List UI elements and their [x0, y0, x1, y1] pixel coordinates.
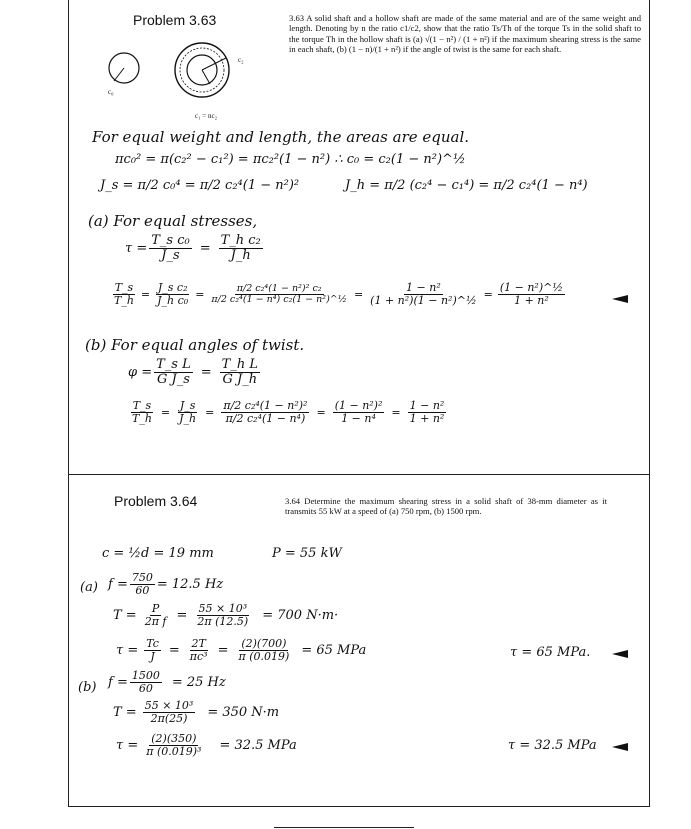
label-c0: c₀ [108, 88, 114, 96]
section-divider [68, 474, 649, 475]
denominator: 60 [138, 682, 153, 696]
problem-3-64-title: Problem 3.64 [114, 493, 198, 509]
torque-fraction [195, 603, 250, 628]
denominator: J_s [161, 248, 180, 264]
ratio-fraction [368, 282, 478, 307]
denominator: 2π f [144, 615, 167, 629]
part-b-heading: (b) For equal angles of twist. [85, 336, 305, 354]
stress-fraction [144, 733, 203, 758]
shear-stress-equation: τ = $\frac{\text{T\_s c₀}}{J\_s}$ = $\frac{\text{T\_h c₂}}{J\_h}$ [125, 233, 261, 264]
denominator: 2π(25) [150, 712, 188, 726]
lhs: T = [113, 608, 137, 624]
frequency-fraction [130, 572, 155, 597]
ratio-fraction [209, 284, 349, 306]
denominator: (1 + n²)(1 − n²)^½ [370, 294, 477, 308]
numerator: T_s c₀ [151, 233, 190, 248]
torque-equation-a: T = $\frac{P}{\text{2π f}}$ = $\frac{\text{55 × 10³}}{2\pi (12.5)}$ = 700 N·m· [113, 602, 339, 629]
area-equation: πc₀² = π(c₂² − c₁²) = πc₂²(1 − n²) ∴ c₀ = c₂(1 − n²)^½ [115, 152, 466, 167]
numerator: J_s [179, 399, 196, 412]
ratio-fraction [112, 282, 136, 307]
polar-moment-hollow-equation: J_h = π/2 (c₂⁴ − c₁⁴) = π/2 c₂⁴(1 − n⁴) [345, 178, 588, 193]
denominator: G J_h [222, 372, 258, 388]
denominator: π/2 c₂⁴(1 − n⁴) [225, 412, 306, 426]
phi-lhs: φ = [128, 365, 153, 381]
power-line: P = 55 kW [272, 546, 342, 561]
answer-b: τ = 32.5 MPa [508, 738, 597, 753]
numerator: (2)(350) [151, 732, 197, 745]
tau-solid-fraction [149, 234, 191, 264]
result: = 32.5 MPa [219, 738, 297, 754]
numerator: J_s c₂ [157, 281, 188, 294]
numerator: T_h c₂ [220, 233, 261, 248]
denominator: 1 + n² [409, 412, 445, 426]
denominator: T_h [132, 412, 152, 426]
denominator: π (0.019) [238, 650, 290, 664]
torque-fraction [143, 700, 196, 725]
label-c2: c₂ [238, 56, 244, 64]
hollow-shaft-figure [175, 43, 229, 97]
problem-3-64-statement: 3.64 Determine the maximum shearing stress in a solid shaft of 38-mm diameter as it transmits 55 kW at a speed of (a) 750 rpm, (b) 1500 rpm. [285, 496, 607, 517]
numerator: 55 × 10³ [198, 602, 248, 615]
torque-fraction [143, 603, 169, 628]
stress-equation-b [116, 733, 297, 758]
polar-moment-solid-equation: J_s = π/2 c₀⁴ = π/2 c₂⁴(1 − n²)² [100, 178, 300, 193]
radius-line: c = ½d = 19 mm [102, 546, 214, 561]
ratio-fraction [130, 400, 154, 425]
torque-ratio-equation-b: $\frac{T\_s}{T\_h}$ = $\frac{J\_s}{J\_h}$ = $\frac{\text{π/2 c₂⁴(1 − n²)²}}{\text{π/2 c₂⁴(1 − n⁴)}}$ = $\frac{\text{(1 − n²)²}}{\text{1 − n⁴}}$ = $\frac{\text{1 − n²}}{\text{1 + n²}}$ [132, 399, 445, 426]
numerator: (2)(700) [241, 637, 287, 650]
phi-solid-fraction [154, 358, 193, 388]
numerator: P [151, 602, 160, 615]
torque-ratio-equation-a: $\frac{T\_s}{T\_h}$ = $\frac{\text{J\_s c₂}}{\text{J\_h c₀}}$ = $\frac{\text{π/2 c₂⁴(1 − n²)² c₂}}{\text{π/2 c₂⁴(1 − n⁴) c₂(1 − n²)\textasciicircum{}½}}$ = $\frac{\text{1 − n²}}{\text{(1 + n²)(1 − n²)\textasciicircum{}½}}$ = $\frac{\text{(1 − n²)\textasciicircum{}½}}{\text{1 + n²}}$ [114, 281, 564, 308]
denominator: 1 + n² [514, 294, 549, 308]
lhs: T = [113, 705, 137, 721]
ratio-fraction [221, 400, 309, 425]
stress-fraction [237, 638, 292, 663]
denominator: 2π (12.5) [197, 615, 249, 629]
torque-equation-b [113, 700, 279, 725]
denominator: T_h [114, 294, 134, 308]
result: = 12.5 Hz [156, 577, 224, 593]
stress-fraction [188, 638, 210, 663]
numerator: 1 − n² [406, 281, 441, 294]
numerator: π/2 c₂⁴(1 − n²)² [223, 399, 308, 412]
numerator: T_s [132, 399, 152, 412]
denominator: J_h [179, 412, 197, 426]
numerator: (1 − n²)² [334, 399, 383, 412]
ratio-result-fraction [408, 400, 447, 425]
stress-equation-a: τ = $\frac{Tc}{J}$ = $\frac{2T}{\text{πc³}}$ = $\frac{(2)(700)}{\pi (0.019)}$ = 65 MPa [116, 637, 367, 664]
label-c1-equals-nc2: c₁ = nc₂ [195, 112, 218, 120]
frequency-equation-a [108, 572, 223, 597]
frequency-fraction [130, 670, 162, 695]
denominator: πc³ [189, 650, 208, 664]
numerator: T_s [114, 281, 134, 294]
numerator: Tc [146, 637, 159, 650]
result: = 350 N·m [207, 705, 280, 721]
tau-lhs: τ = [125, 241, 148, 257]
part-a-label: (a) [80, 580, 98, 595]
denominator: π (0.019)³ [146, 745, 202, 759]
numerator: (1 − n²)^½ [499, 281, 564, 294]
answer-arrow-icon [612, 743, 628, 751]
part-b-label: (b) [78, 680, 97, 695]
numerator: 2T [191, 637, 206, 650]
ratio-fraction [155, 282, 190, 307]
denominator: J_h c₀ [157, 294, 189, 308]
footer-rule [274, 827, 414, 828]
denominator: J_h [230, 248, 251, 264]
denominator: 60 [135, 584, 150, 598]
frequency-equation-b [108, 670, 226, 695]
answer-arrow-icon [612, 295, 628, 303]
twist-angle-equation: φ = $\frac{\text{T\_s L}}{\text{G J\_s}}$ = $\frac{\text{T\_h L}}{\text{G J\_h}}$ [128, 357, 258, 388]
shaft-cross-sections-figure [100, 40, 270, 122]
result: = 25 Hz [171, 675, 226, 691]
lhs: f = [108, 577, 128, 593]
stress-fraction [144, 638, 161, 663]
numerator: T_s L [156, 357, 191, 372]
denominator: G J_s [156, 372, 190, 388]
lhs: f = [108, 675, 128, 691]
phi-hollow-fraction [220, 358, 260, 388]
answer-arrow-icon [612, 650, 628, 658]
part-a-heading: (a) For equal stresses, [88, 212, 258, 230]
lhs: τ = [116, 738, 139, 754]
ratio-fraction [333, 400, 385, 425]
ratio-fraction [177, 400, 198, 425]
solid-shaft-figure [109, 53, 139, 83]
tau-hollow-fraction [219, 234, 263, 264]
result: = 65 MPa [301, 643, 367, 659]
denominator: 1 − n⁴ [341, 412, 376, 426]
numerator: π/2 c₂⁴(1 − n²)² c₂ [236, 282, 322, 294]
denominator: J [150, 650, 155, 664]
numerator: 750 [131, 571, 153, 584]
answer-a: τ = 65 MPa. [510, 645, 591, 660]
numerator: 1500 [131, 669, 160, 682]
equal-weight-statement: For equal weight and length, the areas are equal. [92, 128, 470, 146]
numerator: 1 − n² [409, 399, 445, 412]
numerator: 55 × 10³ [144, 699, 194, 712]
numerator: T_h L [221, 357, 258, 372]
problem-3-63-title: Problem 3.63 [133, 12, 217, 28]
ratio-result-fraction [498, 282, 565, 307]
denominator: π/2 c₂⁴(1 − n⁴) c₂(1 − n²)^½ [211, 294, 347, 306]
lhs: τ = [116, 643, 139, 659]
problem-3-63-statement: 3.63 A solid shaft and a hollow shaft are made of the same material and are of the same weight and length. Denoting by n the ratio c1/c2, show that the ratio Ts/Th of the torque Ts in the solid shaft to the torque Th in the hollow shaft is (a) √(1 − n²) / (1 + n²) if the maximum shearing stress is the same in each shaft, (b) (1 − n)/(1 + n²) if the angle of twist is the same for each shaft. [289, 13, 641, 55]
result: = 700 N·m· [262, 608, 339, 624]
